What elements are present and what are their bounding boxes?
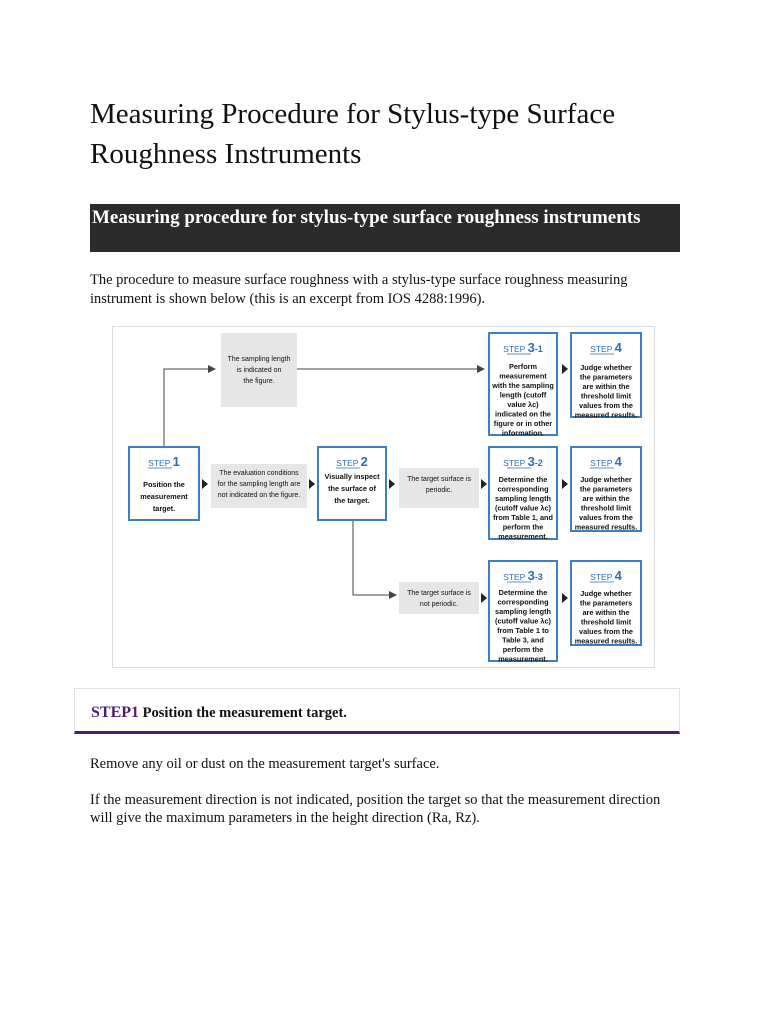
step4-box-bottom-line: Judge whether bbox=[580, 589, 632, 598]
step2-box-line: Visually inspect bbox=[324, 472, 380, 481]
step1-card-label bbox=[91, 704, 347, 722]
step4-box-middle-step-number: 4 bbox=[614, 454, 622, 469]
step4-box-top-step-number: 4 bbox=[614, 340, 622, 355]
step3-3-box-line: from Table 1 to bbox=[497, 626, 549, 635]
step4-box-top-line: are within the bbox=[582, 382, 630, 391]
step1-box-line: measurement bbox=[140, 492, 188, 501]
step3-1-box-line: length (cutoff bbox=[499, 390, 547, 400]
step4-box-top-line: the parameters bbox=[579, 372, 633, 382]
arrow-to-not-periodic bbox=[389, 591, 397, 599]
step3-2-box-line: corresponding bbox=[497, 484, 549, 494]
step1-number: STEP1 bbox=[91, 704, 140, 721]
step1-box-step-number: 1 bbox=[172, 454, 180, 469]
pointer-periodic-to-step3-2 bbox=[481, 479, 487, 489]
page-title: Measuring Procedure for Stylus-type Surface Roughness Instruments bbox=[90, 98, 616, 170]
step3-3-box-step-number: 3 bbox=[527, 568, 535, 583]
pointer-eval-note-to-step2 bbox=[309, 479, 315, 489]
step3-1-box-line: Perform bbox=[509, 362, 537, 371]
step4-box-top-line: threshold limit bbox=[580, 391, 632, 401]
step4-box-bottom-line: values from the bbox=[579, 627, 633, 636]
step3-1-box-step-number: 3 bbox=[527, 340, 535, 355]
step1-card bbox=[74, 688, 680, 734]
step3-3-box-step-sub: -3 bbox=[534, 572, 543, 582]
connector-step2-to-not-periodic bbox=[353, 521, 393, 595]
step2-box-line: the surface of bbox=[328, 484, 376, 493]
step3-2-box-line: sampling length bbox=[495, 494, 551, 503]
connector-step1-to-sampling-note bbox=[164, 369, 213, 446]
step3-2-box-line: measurement. bbox=[498, 532, 548, 541]
step1-box-step-word: STEP bbox=[148, 458, 173, 468]
note-not-periodic-line: not periodic. bbox=[419, 601, 459, 608]
pointer-step2-to-periodic bbox=[389, 479, 395, 489]
step2-box-line: the target. bbox=[334, 496, 370, 505]
note-evaluation-conditions-line: not indicated on the figure. bbox=[217, 492, 301, 499]
intro-paragraph: The procedure to measure surface roughness with a stylus-type surface roughness measuring instrument is shown below (this is an excerpt from IOS 4288:1996). bbox=[90, 272, 628, 307]
note-not-periodic-line: The target surface is bbox=[407, 590, 471, 597]
pointer-not-periodic-to-step3-3 bbox=[481, 593, 487, 603]
step4-box-middle-line: are within the bbox=[582, 494, 630, 503]
step4-box-middle-line: Judge whether bbox=[580, 475, 632, 484]
step4-box-middle-line: threshold limit bbox=[580, 503, 632, 513]
step3-3-box-line: (cutoff value λc) bbox=[495, 616, 551, 626]
step2-box-step-number: 2 bbox=[360, 454, 368, 469]
note-sampling-indicated-line: The sampling length bbox=[227, 356, 291, 363]
pointer-step3-3-to-step4 bbox=[562, 593, 568, 603]
step4-box-top-step-word: STEP bbox=[590, 344, 615, 354]
step3-3-box-line: sampling length bbox=[495, 607, 551, 616]
note-sampling-indicated-line: the figure. bbox=[243, 378, 275, 385]
step4-box-middle-step-word: STEP bbox=[590, 458, 615, 468]
step4-box-top-line: measured results. bbox=[574, 410, 638, 420]
flowchart-canvas bbox=[113, 327, 656, 669]
step4-box-bottom-step-word: STEP bbox=[590, 572, 615, 582]
step4-box-bottom-step-number: 4 bbox=[614, 568, 622, 583]
step4-box-bottom-line: are within the bbox=[582, 608, 630, 617]
step2-box-step-word: STEP bbox=[336, 458, 361, 468]
step3-2-box-line: (cutoff value λc) bbox=[495, 503, 551, 513]
paragraph-measurement-direction: If the measurement direction is not indicated, position the target so that the measurement direction will give the maximum parameters in the height direction (Ra, Rz). bbox=[90, 792, 661, 826]
arrow-to-sampling-note bbox=[208, 365, 216, 373]
step4-box-middle-line: the parameters bbox=[579, 484, 633, 494]
note-not-periodic bbox=[399, 582, 479, 614]
step4-box-middle-line: measured results. bbox=[574, 522, 638, 532]
step3-1-box-line: indicated on the bbox=[495, 409, 551, 419]
step3-1-box-step-word: STEP bbox=[503, 344, 528, 354]
note-evaluation-conditions-line: for the sampling length are bbox=[217, 481, 301, 488]
step3-2-box-step-sub: -2 bbox=[534, 458, 543, 468]
pointer-step3-1-to-step4 bbox=[562, 364, 568, 374]
note-evaluation-conditions-line: The evaluation conditions bbox=[219, 470, 299, 477]
step3-3-box-line: measurement. bbox=[498, 654, 548, 664]
step3-3-box-line: Determine the bbox=[498, 588, 548, 597]
step3-2-box-line: Determine the bbox=[498, 475, 548, 484]
pointer-step3-2-to-step4 bbox=[562, 479, 568, 489]
step3-2-box-step-word: STEP bbox=[503, 458, 528, 468]
step3-3-box-step-word: STEP bbox=[503, 572, 528, 582]
note-periodic-line: periodic. bbox=[425, 487, 453, 494]
step3-1-box-line: with the sampling bbox=[492, 381, 554, 390]
step4-box-bottom-line: the parameters bbox=[579, 598, 633, 608]
step1-title: Position the measurement target. bbox=[139, 705, 347, 721]
step1-box-line: target. bbox=[152, 504, 176, 513]
step3-2-box-line: perform the bbox=[502, 522, 544, 532]
step3-2-box-step-number: 3 bbox=[527, 454, 535, 469]
step3-3-box-line: Table 3, and bbox=[502, 635, 544, 645]
step3-1-box-line: information. bbox=[501, 428, 545, 438]
paragraph-remove-oil: Remove any oil or dust on the measurement target's surface. bbox=[90, 756, 440, 772]
step3-3-box-line: perform the bbox=[502, 645, 544, 654]
step3-2-box-line: from Table 1, and bbox=[493, 513, 553, 522]
pointer-step1-to-eval-note bbox=[202, 479, 208, 489]
step3-1-box-step-sub: -1 bbox=[534, 344, 543, 354]
step3-3-box-line: corresponding bbox=[497, 597, 549, 607]
step1-box-line: Position the bbox=[143, 480, 185, 489]
note-sampling-indicated-line: is indicated on bbox=[236, 367, 282, 374]
step3-1-box-line: measurement bbox=[499, 371, 547, 381]
step4-box-bottom-line: measured results. bbox=[574, 636, 638, 646]
step4-box-middle-line: values from the bbox=[579, 513, 633, 522]
note-periodic-line: The target surface is bbox=[407, 476, 471, 483]
section-heading: Measuring procedure for stylus-type surface roughness instruments bbox=[90, 204, 680, 252]
step3-1-box-line: figure or in other bbox=[493, 419, 553, 428]
step4-box-top-line: Judge whether bbox=[580, 363, 632, 372]
step4-box-bottom-line: threshold limit bbox=[580, 617, 632, 627]
procedure-flowchart bbox=[112, 326, 655, 668]
step4-box-top-line: values from the bbox=[579, 401, 633, 410]
arrow-to-step3-1 bbox=[477, 365, 485, 373]
step3-1-box-line: value λc) bbox=[507, 400, 539, 409]
